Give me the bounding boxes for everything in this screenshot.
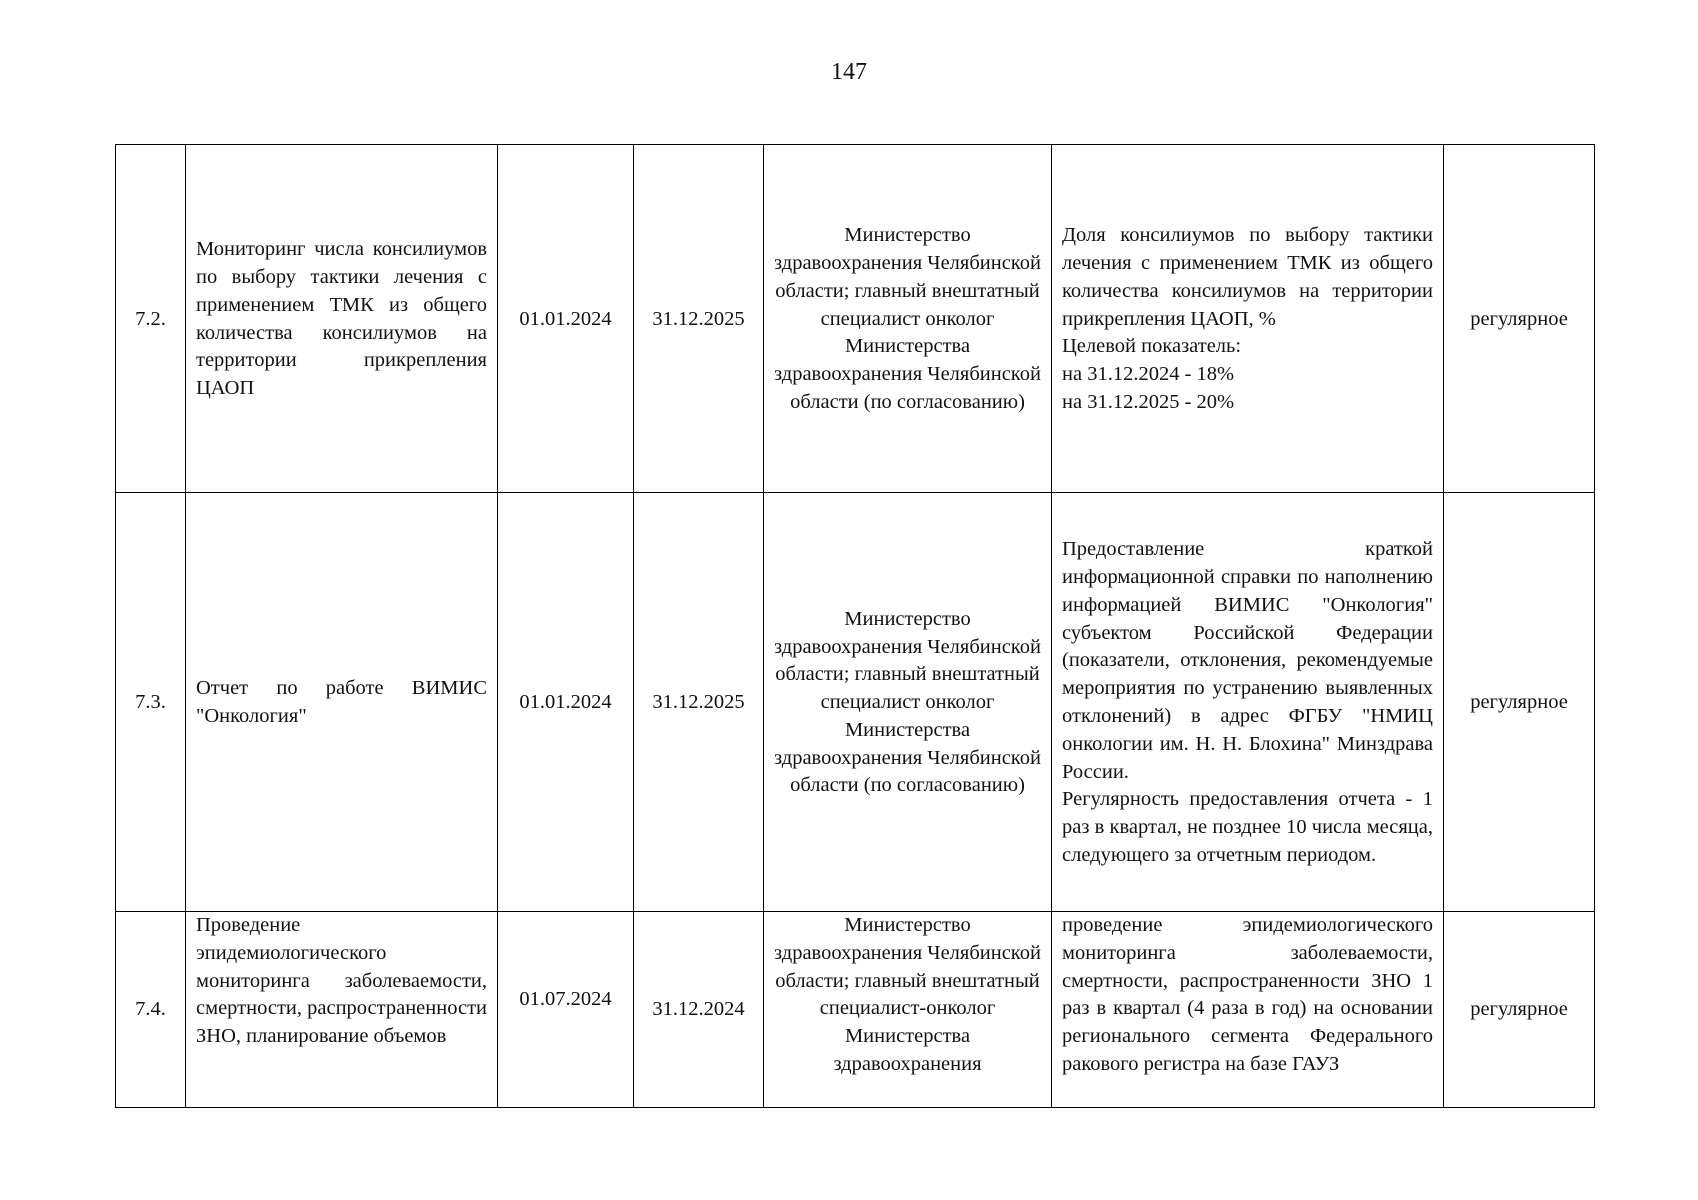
task-cell: Мониторинг числа консилиумов по выбору тактики лечения с применением ТМК из общего количества консилиумов на территории прикрепления ЦАОП xyxy=(186,145,498,493)
result-line: на 31.12.2024 - 18% xyxy=(1062,363,1235,386)
table-row xyxy=(116,493,1595,912)
table-row xyxy=(116,912,1595,1108)
row-number: 7.4. xyxy=(116,912,186,1108)
result-line: Регулярность предоставления отчета - 1 раз в квартал, не позднее 10 числа месяца, следующего за отчетным периодом. xyxy=(1062,788,1433,866)
start-date-cell: 01.01.2024 xyxy=(498,145,634,493)
result-line: на 31.12.2025 - 20% xyxy=(1062,390,1235,413)
character-cell: регулярное xyxy=(1444,145,1595,493)
end-date-cell: 31.12.2024 xyxy=(634,912,764,1108)
page-number: 147 xyxy=(831,59,867,85)
row-number: 7.2. xyxy=(116,145,186,493)
result-line: проведение эпидемиологического мониторинга заболеваемости, смертности, распространенности ЗНО 1 раз в квартал (4 раза в год) на основании регионального сегмента Федерального ракового регистра на базе ГАУЗ xyxy=(1062,914,1433,1075)
task-cell: Отчет по работе ВИМИС "Онкология" xyxy=(186,493,498,912)
row-number: 7.3. xyxy=(116,493,186,912)
character-cell: регулярное xyxy=(1444,493,1595,912)
end-date-cell: 31.12.2025 xyxy=(634,145,764,493)
result-line: Предоставление краткой информационной справки по наполнению информацией ВИМИС "Онкология" субъектом Российской Федерации (показатели, отклонения, рекомендуемые мероприятия по устранению выявленных отклонений) в адрес ФГБУ "НМИЦ онкологии им. Н. Н. Блохина" Минздрава России. xyxy=(1062,538,1433,783)
start-date-cell: 01.07.2024 xyxy=(498,912,634,1108)
result-cell xyxy=(1052,912,1444,1108)
start-date-cell: 01.01.2024 xyxy=(498,493,634,912)
responsible-cell: Министерство здравоохранения Челябинской области; главный внештатный специалист онколог Министерства здравоохранения Челябинской области (по согласованию) xyxy=(764,493,1052,912)
table-row xyxy=(116,145,1595,493)
result-cell xyxy=(1052,145,1444,493)
responsible-cell: Министерство здравоохранения Челябинской области; главный внештатный специалист онколог Министерства здравоохранения Челябинской области (по согласованию) xyxy=(764,145,1052,493)
responsible-cell: Министерство здравоохранения Челябинской области; главный внештатный специалист-онколог Министерства здравоохранения xyxy=(764,912,1052,1108)
end-date-cell: 31.12.2025 xyxy=(634,493,764,912)
result-line: Целевой показатель: xyxy=(1062,335,1242,358)
result-cell xyxy=(1052,493,1444,912)
task-cell: Проведение эпидемиологического мониторинга заболеваемости, смертности, распространенности ЗНО, планирование объемов xyxy=(186,912,498,1108)
activity-table xyxy=(115,144,1595,1108)
result-line: Доля консилиумов по выбору тактики лечения с применением ТМК из общего количества консилиумов на территории прикрепления ЦАОП, % xyxy=(1062,224,1433,330)
character-cell: регулярное xyxy=(1444,912,1595,1108)
